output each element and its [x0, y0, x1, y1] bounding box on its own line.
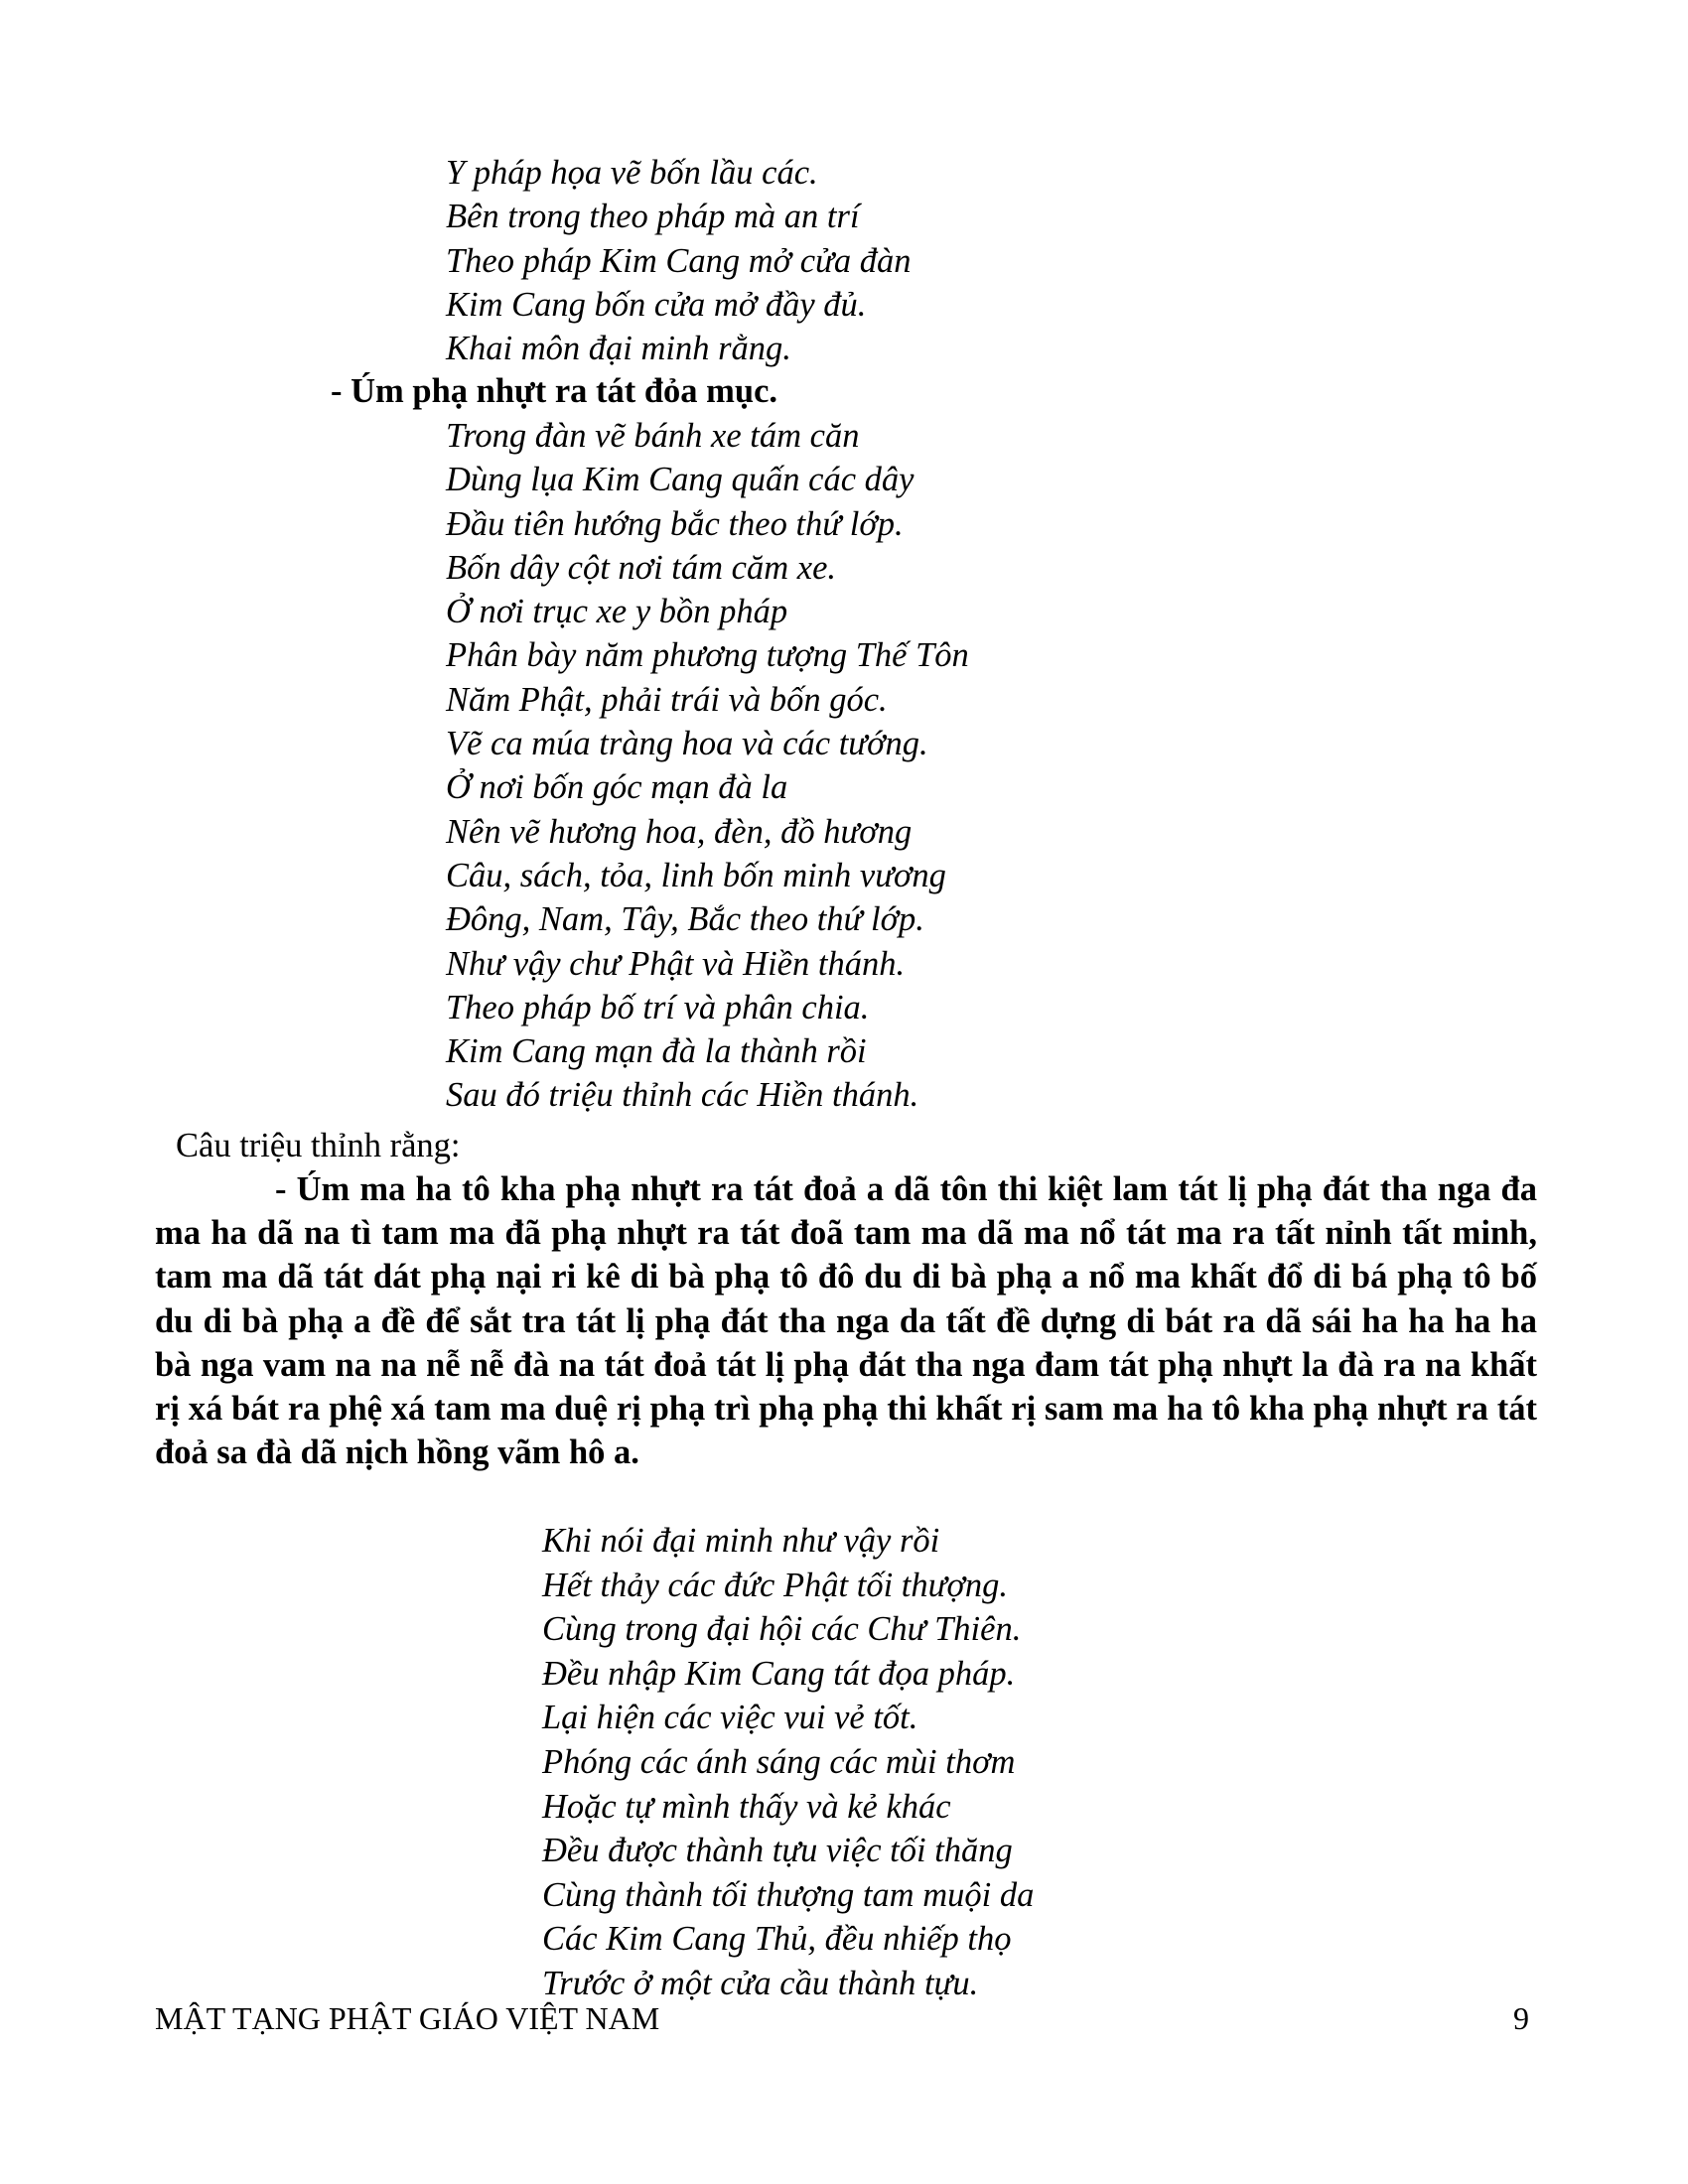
verse-block-2	[446, 414, 969, 1118]
verse-line: Theo pháp Kim Cang mở cửa đàn	[446, 241, 912, 280]
verse-line: Vẽ ca múa tràng hoa và các tướng.	[446, 725, 928, 763]
verse-line: Hết thảy các đức Phật tối thượng.	[542, 1566, 1008, 1604]
verse-line: Y pháp họa vẽ bốn lầu các.	[446, 154, 818, 192]
verse-line: Như vậy chư Phật và Hiền thánh.	[446, 944, 906, 983]
verse-line: Câu, sách, tỏa, linh bốn minh vương	[446, 856, 946, 894]
verse-line: Đông, Nam, Tây, Bắc theo thứ lớp.	[446, 900, 924, 939]
verse-line: Đầu tiên hướng bắc theo thứ lớp.	[446, 504, 904, 543]
verse-line: Trong đàn vẽ bánh xe tám căn	[446, 417, 860, 455]
verse-line: Kim Cang mạn đà la thành rồi	[446, 1032, 867, 1071]
verse-line: Khi nói đại minh như vậy rồi	[542, 1522, 940, 1560]
verse-line: Đều nhập Kim Cang tát đọa pháp.	[542, 1654, 1016, 1693]
mantra-invocation: - Úm ma ha tô kha phạ nhựt ra tát đoả a dã tôn thi kiệt lam tát lị phạ đát tha nga đa ma ha dã na tì tam ma đã phạ nhựt ra tát đoã tam ma dã ma nổ tát ma ra tất nỉnh tất minh, tam ma dã tát dát phạ nại ri kê di bà phạ tô đô du di bà phạ a nổ ma khất đổ di bá phạ tô bố du di bà phạ a đề để sắt tra tát lị phạ đát tha nga da tất đề dựng di bát ra dã sái ha ha ha ha bà nga vam na na nễ nễ đà na tát đoả tát lị phạ đát tha nga đam tát phạ nhựt la đà ra na khất rị xá bát ra phệ xá tam ma duệ rị phạ trì phạ phạ thi khất rị sam ma ha tô kha phạ nhựt ra tát đoả sa đà dã nịch hồng vãm hô a.	[155, 1170, 1537, 1472]
verse-line: Kim Cang bốn cửa mở đầy đủ.	[446, 285, 867, 324]
verse-line: Cùng trong đại hội các Chư Thiên.	[542, 1610, 1022, 1649]
verse-line: Cùng thành tối thượng tam muội da	[542, 1875, 1035, 1914]
verse-line: Ở nơi trục xe y bồn pháp	[446, 593, 788, 631]
verse-line: Năm Phật, phải trái và bốn góc.	[446, 680, 888, 719]
verse-line: Khai môn đại minh rằng.	[446, 330, 791, 368]
verse-block-1	[446, 151, 911, 370]
verse-line: Sau đó triệu thỉnh các Hiền thánh.	[446, 1076, 919, 1115]
verse-line: Đều được thành tựu việc tối thăng	[542, 1832, 1013, 1870]
mantra-intro: Câu triệu thỉnh rằng:	[176, 1127, 461, 1164]
footer-title: MẬT TẠNG PHẬT GIÁO VIỆT NAM	[155, 2000, 660, 2036]
page-number: 9	[1513, 2000, 1529, 2036]
verse-line: Các Kim Cang Thủ, đều nhiếp thọ	[542, 1920, 1012, 1959]
verse-line: Lại hiện các việc vui vẻ tốt.	[542, 1699, 918, 1737]
verse-line: Dùng lụa Kim Cang quấn các dây	[446, 461, 914, 499]
mantra-open-gate: - Úm phạ nhựt ra tát đỏa mục.	[331, 372, 778, 410]
verse-line: Nên vẽ hương hoa, đèn, đồ hương	[446, 812, 913, 851]
verse-block-3	[542, 1519, 1034, 2006]
verse-line: Trước ở một cửa cầu thành tựu.	[542, 1964, 979, 2002]
verse-line: Bên trong theo pháp mà an trí	[446, 198, 860, 236]
verse-line: Theo pháp bố trí và phân chia.	[446, 988, 870, 1026]
verse-line: Ở nơi bốn góc mạn đà la	[446, 768, 788, 807]
verse-line: Hoặc tự mình thấy và kẻ khác	[542, 1787, 951, 1826]
verse-line: Phóng các ánh sáng các mùi thơm	[542, 1742, 1016, 1781]
verse-line: Bốn dây cột nơi tám căm xe.	[446, 548, 837, 587]
verse-line: Phân bày năm phương tượng Thế Tôn	[446, 636, 969, 675]
